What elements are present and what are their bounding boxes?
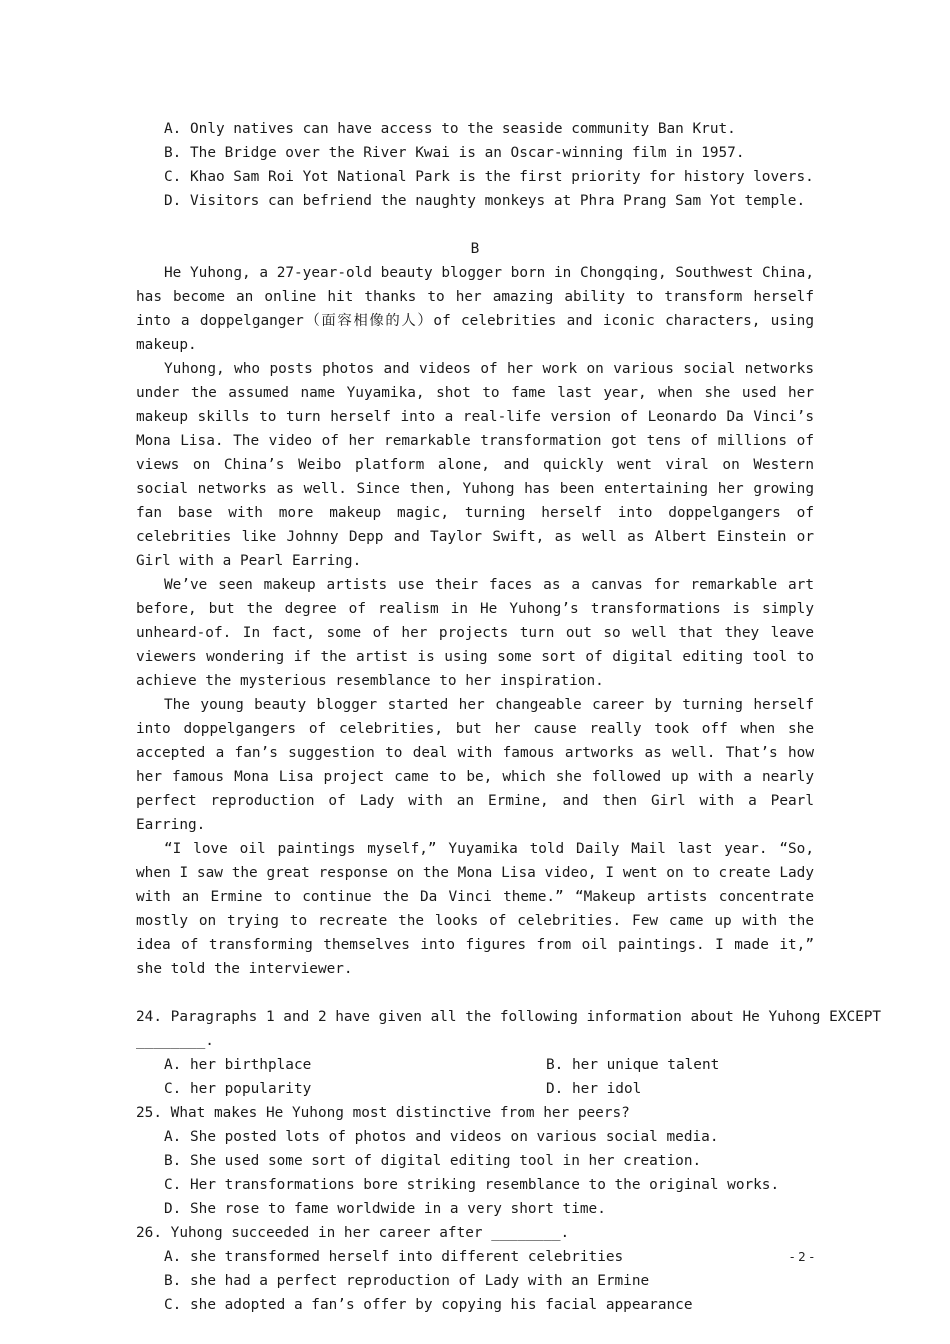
q26-option-a: A. she transformed herself into different celebrities <box>164 1249 624 1265</box>
q25-option-b: B. She used some sort of digital editing tool in her creation. <box>164 1153 702 1169</box>
page-content <box>136 117 882 1317</box>
question-25-stem: 25. What makes He Yuhong most distinctive from her peers? <box>136 1105 630 1121</box>
question-24-stem: 24. Paragraphs 1 and 2 have given all the following information about He Yuhong EXCEPT <box>136 1009 882 1025</box>
reading-passage <box>136 261 814 981</box>
page-number: - 2 - <box>790 1250 814 1264</box>
option-c: C. Khao Sam Roi Yot National Park is the first priority for history lovers. <box>164 169 814 185</box>
q24-option-c: C. her popularity <box>164 1081 312 1097</box>
question-24-blank: ________. <box>136 1033 214 1049</box>
q26-option-c: C. she adopted a fan’s offer by copying his facial appearance <box>164 1297 693 1313</box>
passage-paragraph-2: Yuhong, who posts photos and videos of her work on various social networks under the assumed name Yuyamika, shot to fame last year, when she used her makeup skills to turn herself into a real-life version of Leonardo Da Vinci’s Mona Lisa. The video of her remarkable transformation got tens of millions of views on China’s Weibo platform alone, and quickly went viral on Western social networks as well. Since then, Yuhong has been entertaining her growing fan base with more makeup magic, turning herself into doppelgangers of celebrities like Johnny Depp and Taylor Swift, as well as Albert Einstein or Girl with a Pearl Earring. <box>136 361 814 569</box>
option-d: D. Visitors can befriend the naughty monkeys at Phra Prang Sam Yot temple. <box>164 193 806 209</box>
q24-option-a: A. her birthplace <box>164 1057 312 1073</box>
q24-option-d: D. her idol <box>546 1081 642 1097</box>
q25-option-c: C. Her transformations bore striking resemblance to the original works. <box>164 1177 780 1193</box>
question-24 <box>136 1005 882 1101</box>
passage-paragraph-4: The young beauty blogger started her changeable career by turning herself into doppelgangers of celebrities, but her cause really took off when she accepted a fan’s suggestion to deal with famous artworks as well. That’s how her famous Mona Lisa project came to be, which she followed up with a nearly perfect reproduction of Lady with an Ermine, and then Girl with a Pearl Earring. <box>136 697 814 833</box>
question-25 <box>136 1101 814 1221</box>
q25-option-a: A. She posted lots of photos and videos on various social media. <box>164 1129 719 1145</box>
previous-question-options <box>136 117 814 213</box>
q26-option-b: B. she had a perfect reproduction of Lady with an Ermine <box>164 1273 650 1289</box>
option-b: B. The Bridge over the River Kwai is an Oscar-winning film in 1957. <box>164 145 745 161</box>
question-26 <box>136 1221 814 1317</box>
passage-paragraph-1: He Yuhong, a 27-year-old beauty blogger born in Chongqing, Southwest China, has become an online hit thanks to her amazing ability to transform herself into a doppelganger（面容相像的人）of celebrities and iconic characters, using makeup. <box>136 265 814 353</box>
passage-paragraph-3: We’ve seen makeup artists use their faces as a canvas for remarkable art before, but the degree of realism in He Yuhong’s transformations is simply unheard-of. In fact, some of her projects turn out so well that they leave viewers wondering if the artist is using some sort of digital editing tool to achieve the mysterious resemblance to her inspiration. <box>136 577 814 689</box>
passage-paragraph-5: “I love oil paintings myself,” Yuyamika told Daily Mail last year. “So, when I saw the great response on the Mona Lisa video, I went on to create Lady with an Ermine to continue the Da Vinci theme.” “Makeup artists concentrate mostly on trying to recreate the looks of celebrities. Few came up with the idea of transforming themselves into figures from oil paintings. I made it,” she told the interviewer. <box>136 841 814 977</box>
section-label: B <box>470 241 480 257</box>
option-a: A. Only natives can have access to the seaside community Ban Krut. <box>164 121 736 137</box>
question-26-stem: 26. Yuhong succeeded in her career after ________. <box>136 1225 570 1241</box>
q24-option-b: B. her unique talent <box>546 1057 720 1073</box>
q25-option-d: D. She rose to fame worldwide in a very short time. <box>164 1201 606 1217</box>
